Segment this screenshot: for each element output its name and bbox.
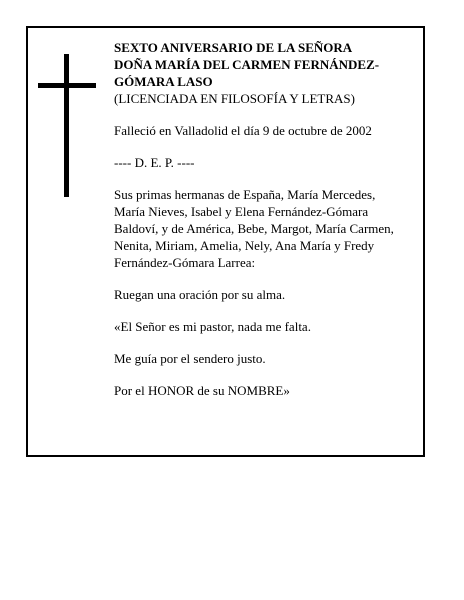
family-line-2: María Nieves, Isabel y Elena Fernández-Gómara — [114, 204, 369, 219]
family-line-5: Fernández-Gómara Larrea: — [114, 255, 256, 270]
notice-title-line-3: GÓMARA LASO — [114, 74, 213, 89]
prayer-request: Ruegan una oración por su alma. — [114, 287, 286, 302]
cross-icon-bar — [38, 83, 96, 88]
psalm-line-3: Por el HONOR de su NOMBRE» — [114, 383, 290, 398]
psalm-line-2: Me guía por el sendero justo. — [114, 351, 266, 366]
family-line-1: Sus primas hermanas de España, María Mercedes, — [114, 187, 376, 202]
notice-subtitle: (LICENCIADA EN FILOSOFÍA Y LETRAS) — [114, 91, 355, 106]
obituary-text — [114, 39, 414, 399]
psalm-line-1: «El Señor es mi pastor, nada me falta. — [114, 319, 311, 334]
family-line-4: Nenita, Miriam, Amelia, Nely, Ana María y Fredy — [114, 238, 375, 253]
notice-title-line-2: DOÑA MARÍA DEL CARMEN FERNÁNDEZ- — [114, 57, 380, 72]
cross-icon — [64, 54, 69, 197]
death-info: Falleció en Valladolid el día 9 de octubre de 2002 — [114, 123, 372, 138]
rip-line: ---- D. E. P. ---- — [114, 155, 195, 170]
family-line-3: Baldoví, y de América, Bebe, Margot, María Carmen, — [114, 221, 394, 236]
notice-title-line-1: SEXTO ANIVERSARIO DE LA SEÑORA — [114, 40, 353, 55]
